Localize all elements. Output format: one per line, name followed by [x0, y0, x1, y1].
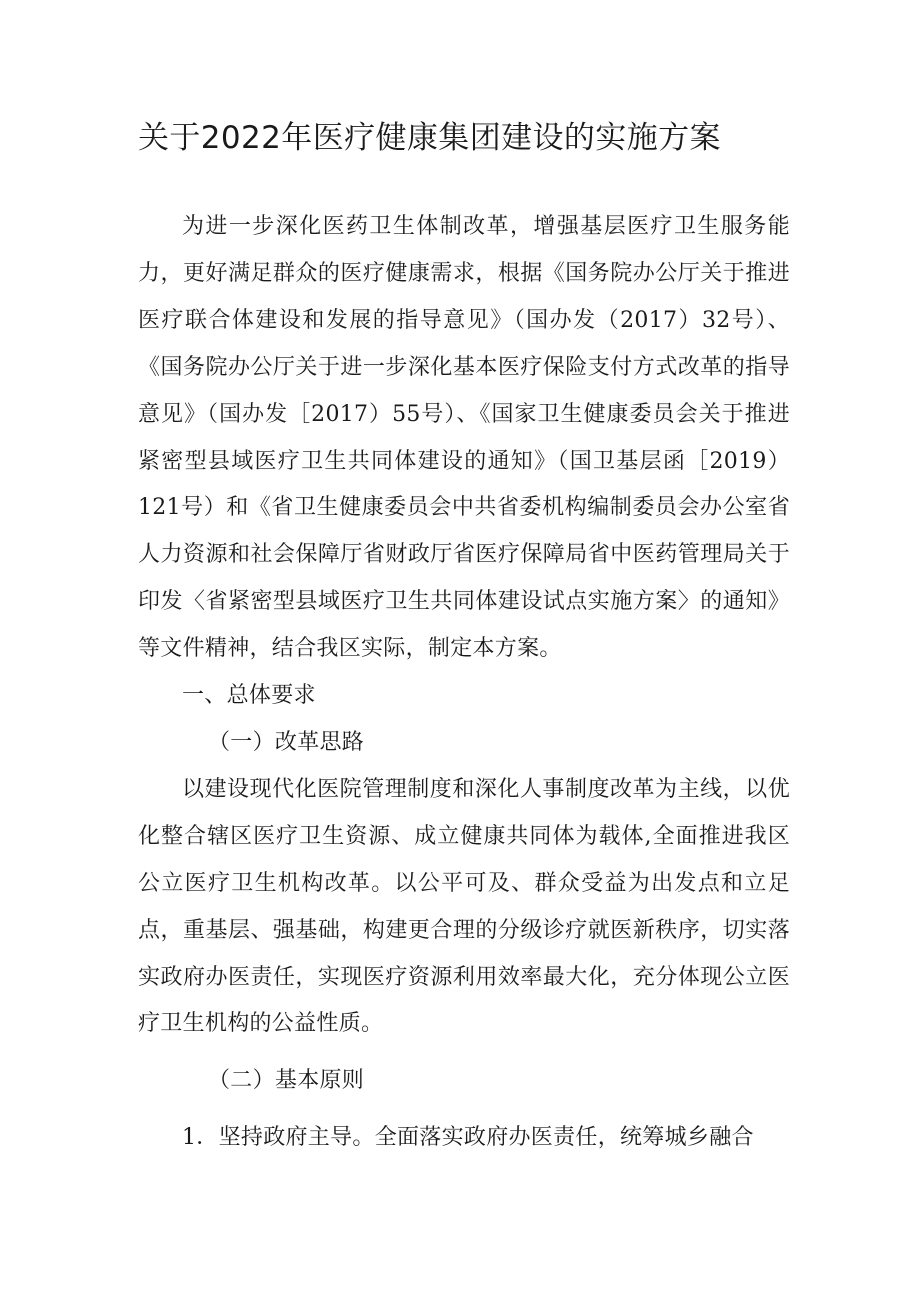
document-body	[138, 204, 790, 1162]
document-title: 关于2022年医疗健康集团建设的实施方案	[138, 120, 721, 156]
intro-paragraph: 为进一步深化医药卫生体制改革，增强基层医疗卫生服务能力，更好满足群众的医疗健康需求，根据《国务院办公厅关于推进医疗联合体建设和发展的指导意见》（国办发（2017）32号）、《国务院办公厅关于进一步深化基本医疗保险支付方式改革的指导意见》（国办发［2017）55号）、《国家卫生健康委员会关于推进紧密型县域医疗卫生共同体建设的通知》（国卫基层函［2019）121号）和《省卫生健康委员会中共省委机构编制委员会办公室省人力资源和社会保障厅省财政厅省医疗保障局省中医药管理局关于印发〈省紧密型县域医疗卫生共同体建设试点实施方案〉的通知》等文件精神，结合我区实际，制定本方案。	[138, 214, 790, 662]
section-heading-general-requirements: 一、总体要求	[182, 683, 316, 709]
subsection-heading-reform-ideas: （一）改革思路	[208, 729, 365, 755]
reform-ideas-paragraph: 以建设现代化医院管理制度和深化人事制度改革为主线，以优化整合辖区医疗卫生资源、成立健康共同体为载体,全面推进我区公立医疗卫生机构改革。以公平可及、群众受益为出发点和立足点，重基层、强基础，构建更合理的分级诊疗就医新秩序，切实落实政府办医责任，实现医疗资源利用效率最大化，充分体现公立医疗卫生机构的公益性质。	[138, 776, 790, 1037]
subsection-heading-basic-principles: （二）基本原则	[208, 1068, 365, 1094]
principle-item-1: 1．坚持政府主导。全面落实政府办医责任，统筹城乡融合	[182, 1125, 754, 1151]
